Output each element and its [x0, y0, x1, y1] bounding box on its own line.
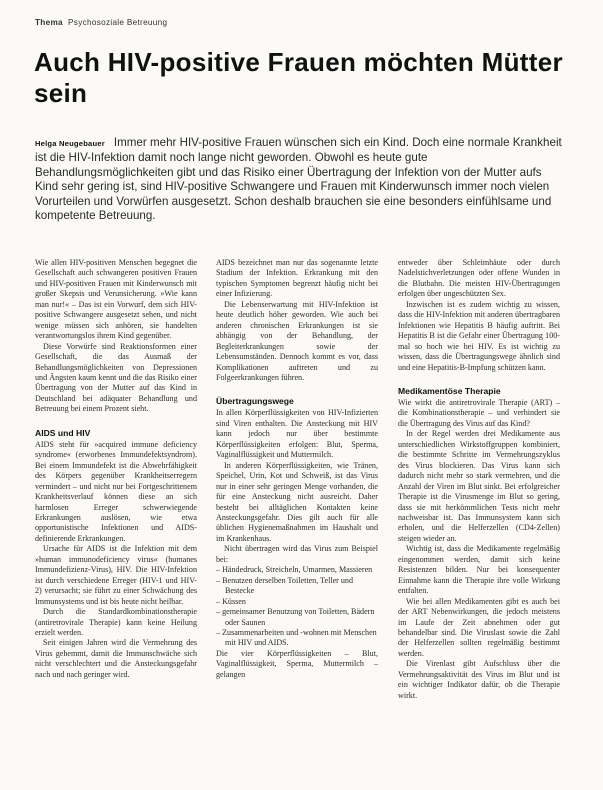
paragraph: AIDS bezeichnet man nur das sogenannte letzte Stadium der Infektion. Erkrankung mit den typischen Symptomen begrenzt häufig nicht bei einer Infizierung.: [216, 258, 378, 299]
text-column-2: [216, 258, 378, 680]
list-item: – Küssen: [216, 597, 378, 607]
paragraph: Die Lebenserwartung mit HIV-Infektion ist heute deutlich höher geworden. Wie auch bei anderen chronischen Erkrankungen ist sie abhängig von der Behandlung, der Begleiterkrankungen sowie der Lebensumständen. Dennoch kommt es vor, dass Komplikationen auftreten und zu Folgeerkrankungen führen.: [216, 299, 378, 382]
paragraph: entweder über Schleimhäute oder durch Nadelstichverletzungen oder offene Wunden in die Blutbahn. Die meisten HIV-Übertragungen erfolgen über ungeschützten Sex.: [398, 258, 560, 299]
text-column-1: [35, 258, 197, 680]
lead-text: Immer mehr HIV-positive Frauen wünschen sich ein Kind. Doch eine normale Krankheit ist die HIV-Infektion damit noch lange nicht geworden. Obwohl es heute gute Behandlungsmöglichkeiten gibt und das Risiko einer Übertragung der Infektion von der Mutter aufs Kind sehr gering ist, sind HIV-positive Schwangere und Frauen mit Kinderwunsch immer noch vielen Vorurteilen und Vorwürfen ausgesetzt. Schon deshalb brauchen sie eine besonders einfühlsame und kompetente Betreuung.: [35, 136, 562, 223]
article-lead: [35, 136, 567, 223]
list-item: – Zusammenarbeiten und -wohnen mit Menschen mit HIV und AIDS.: [216, 628, 378, 649]
paragraph: AIDS steht für »acquired immune deficiency syndrome« (erworbenes Immundefektsyndrom). Bei einem Immundefekt ist die Abwehrfähigkeit des Körpers gegenüber Krankheitserregern vermindert – und nicht nur bei Fortgeschrittenem Krankheitsverlauf können diese an sich harmlosen Erreger schwerwiegende Erkrankungen auslösen, wie etwa opportunistische Infektionen und AIDS-definierende Erkrankungen.: [35, 439, 197, 543]
paragraph: In der Regel werden drei Medikamente aus unterschiedlichen Wirkstoffgruppen kombiniert, die bestimmte Schritte im Vermehrungszyklus des Virus blockieren. Das Virus kann sich dadurch nicht mehr so stark vermehren, und die Anzahl der Viren im Blut sinkt. Bei erfolgreicher Therapie ist die Virusmenge im Blut so gering, dass sie mit herkömmlichen Tests nicht mehr nachweisbar ist. Das Immunsystem kann sich erholen, und die Helferzellen (CD4-Zellen) steigen wieder an.: [398, 429, 560, 543]
paragraph: Wie allen HIV-positiven Menschen begegnet die Gesellschaft auch schwangeren positiven Frauen und HIV-positiven Frauen mit Kinderwunsch mit großer Skepsis und Verunsicherung. »Wie kann man nur!« – Das ist ein Vorwurf, dem sich HIV-positive Schwangere ausgesetzt sehen, und nicht wenige müssen sich anhören, sie handelten verantwortungslos ihrem Kind gegenüber.: [35, 258, 197, 341]
subheading-therapy: Medikamentöse Therapie: [398, 385, 501, 396]
paragraph: Durch die Standardkombinationstherapie (antiretrovirale Therapie) kann keine Heilung erzielt werden.: [35, 607, 197, 637]
paragraph: Diese Vorwürfe sind Reaktionsformen einer Gesellschaft, die das Ausmaß der Behandlungsmöglichkeiten von Depressionen und Ängsten kaum kennt und die das Risiko einer Übertragung von der Mutter auf das Kind in Deutschland bei adäquater Behandlung und Betreuung bei einem Prozent sieht.: [35, 341, 197, 414]
paragraph: In allen Körperflüssigkeiten von HIV-Infizierten sind Viren enthalten. Die Ansteckung mit HIV kann jedoch nur über bestimmte Körperflüssigkeiten erfolgen: Blut, Sperma, Vaginalflüssigkeit und Muttermilch.: [216, 408, 378, 460]
topic-label: Psychosoziale Betreuung: [68, 18, 168, 27]
text-column-3: [398, 258, 560, 701]
paragraph: Nicht übertragen wird das Virus zum Beispiel bei:: [216, 544, 378, 564]
section-kicker: [35, 18, 167, 27]
paragraph: Wichtig ist, dass die Medikamente regelmäßig eingenommen werden, damit sich keine Resistenzen bilden. Nur bei konsequenter Einnahme kann die Therapie ihre volle Wirkung entfalten.: [398, 544, 560, 596]
paragraph: Seit einigen Jahren wird die Vermehrung des Virus gehemmt, damit die Immunschwäche sich nicht verschlechtert und die Ansteckungsgefahr nach und nach geringer wird.: [35, 638, 197, 679]
transmission-list: [216, 565, 378, 649]
author-name: Helga Neugebauer: [35, 139, 105, 148]
paragraph: Die Virenlast gibt Aufschluss über die Vermehrungsaktivität des Virus im Blut und ist ein wichtiger Indikator dafür, ob die Therapie wirkt.: [398, 659, 560, 700]
list-item: – Händedruck, Streicheln, Umarmen, Massieren: [216, 565, 378, 575]
section-label: Thema: [35, 18, 63, 27]
paragraph: In anderen Körperflüssigkeiten, wie Tränen, Speichel, Urin, Kot und Schweiß, ist das Virus nur in einer sehr geringen Menge vorhanden, die für eine Ansteckung nicht ausreicht. Daher besteht bei alltäglichen Kontakten keine Ansteckungsgefahr. Dies gilt auch für alle üblichen Hygienemaßnahmen im Haushalt und im Krankenhaus.: [216, 460, 378, 543]
paragraph: Inzwischen ist es zudem wichtig zu wissen, dass die HIV-Infektion mit anderen übertragbaren Infektionen wie Hepatitis B häufig auftritt. Bei Hepatitis B ist die Gefahr einer Übertragung 100-mal so hoch wie bei HIV. Es ist wichtig zu wissen, dass die Übertragungswege ähnlich sind und eine Hepatitis-B-Impfung schützen kann.: [398, 299, 560, 372]
article-headline: Auch HIV-positive Frauen möchten Mütter sein: [34, 47, 563, 108]
subheading-aids-hiv: AIDS und HIV: [35, 427, 91, 438]
list-item: – gemeinsamer Benutzung von Toiletten, Bädern oder Saunen: [216, 607, 378, 628]
paragraph: Die vier Körperflüssigkeiten – Blut, Vaginalflüssigkeit, Sperma, Muttermilch – gelangen: [216, 648, 378, 679]
list-item: – Benutzen derselben Toiletten, Teller und Bestecke: [216, 576, 378, 597]
paragraph: Wie bei allen Medikamenten gibt es auch bei der ART Nebenwirkungen, die jedoch meistens im Laufe der Zeit abnehmen oder gut behandelbar sind. Die Viruslast sowie die Zahl der Helferzellen sollten regelmäßig bestimmt werden.: [398, 596, 560, 658]
subheading-transmission: Übertragungswege: [216, 396, 294, 407]
paragraph: Wie wirkt die antiretrovirale Therapie (ART) – die Kombinationstherapie – und verhindert sie die Übertragung des Virus auf das Kind?: [398, 397, 560, 428]
paragraph: Ursache für AIDS ist die Infektion mit dem »human immunodeficiency virus« (humanes Immundefizienz-Virus), HIV. Die HIV-Infektion ist durch verschiedene Erreger (HIV-1 und HIV-2) verursacht; sie führt zu einer Schwächung des Immunsystems und ist bis heute nicht heilbar.: [35, 544, 197, 606]
